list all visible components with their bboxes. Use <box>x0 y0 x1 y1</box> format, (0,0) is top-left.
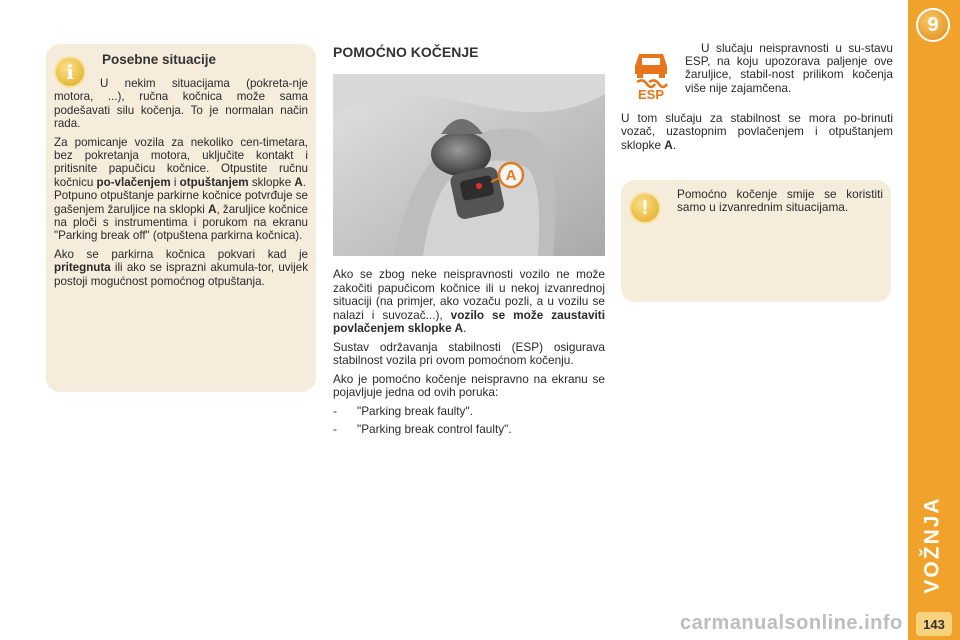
warning-box <box>621 180 891 302</box>
right-p2-end: . <box>672 137 677 152</box>
info-p2-bold-1: po-vlačenjem <box>96 175 171 189</box>
info-box <box>46 44 316 392</box>
bullet-item <box>333 405 605 419</box>
middle-column <box>333 40 605 442</box>
right-p2-text: U tom slučaju za stabilnost se mora po-brinuti vozač, uzastopnim povlačenjem i otpuštanjem sklopke <box>621 111 893 152</box>
parking-brake-switch-photo <box>333 74 605 256</box>
info-p4-text: Ako se parkirna kočnica pokvari kad je <box>54 247 308 261</box>
info-paragraph-2 <box>54 136 308 243</box>
info-icon-glyph: i <box>66 60 74 84</box>
photo-label-a: A <box>505 167 517 184</box>
console-illustration <box>333 74 605 256</box>
info-p2-text-3: sklopke <box>248 175 295 189</box>
info-p3-bold: A <box>208 202 217 216</box>
info-p2-text-4: . <box>302 175 306 189</box>
middle-p1-text: Ako se zbog neke neispravnosti vozilo ne može zakočiti papučicom kočnice ili u nekoj izvanrednoj situaciji (na primjer, ako vozaču pozli, a u vozilu se nalazi i suvozač...), <box>333 267 605 322</box>
info-paragraph-4 <box>54 248 308 288</box>
right-paragraph-1 <box>685 42 893 95</box>
warning-text: Pomoćno kočenje smije se koristiti samo u izvanrednim situacijama. <box>677 187 883 215</box>
info-title: Posebne situacije <box>102 52 217 67</box>
bullet-dash: - <box>333 422 337 436</box>
info-p4-text-2: ili ako se isprazni akumula-tor, uvijek postoji mogućnost pomoćnog otpuštanja. <box>54 261 308 288</box>
page-number: 143 <box>916 612 952 636</box>
info-p2-text: Za pomicanje vozila za nekoliko cen-timetara, bez pokretanja motora, uključite kontakt i pritisnite papučicu kočnice. Otpustite ručnu kočnicu <box>54 135 308 189</box>
bullet-text: "Parking break faulty". <box>357 403 473 418</box>
chapter-sidebar <box>908 0 960 640</box>
info-p2-bold-3: A <box>294 175 303 189</box>
section-title: POMOĆNO KOČENJE <box>333 44 479 60</box>
esp-label: ESP <box>637 87 665 100</box>
info-p3-text-2: , žaruljice kočnice na ploči s instrumentima i porukom na ekranu "Parking break off" (otpuštena parkirna kočnica). <box>54 202 309 243</box>
chapter-number-badge: 9 <box>916 8 950 42</box>
bullet-dash: - <box>333 403 337 418</box>
bullet-text: "Parking break control faulty". <box>357 422 512 436</box>
chapter-title <box>912 490 954 600</box>
bullet-item <box>333 423 605 437</box>
middle-paragraph-3: Ako je pomoćno kočenje neispravno na ekranu se pojavljuje jedna od ovih poruka: <box>333 371 605 399</box>
right-p2-bold: A <box>664 137 673 152</box>
info-p3-text: Potpuno otpuštanje parkirne kočnice potvrđuje se gašenjem žaruljice na sklopki <box>54 189 308 216</box>
right-paragraph-2 <box>621 112 893 152</box>
chapter-title-text: VOŽNJA <box>921 496 944 594</box>
info-p2-bold-2: otpuštanjem <box>179 175 249 189</box>
warning-icon-glyph: ! <box>641 196 649 219</box>
info-text <box>54 77 308 293</box>
esp-paragraph: U slučaju neispravnosti u su-stavu ESP, na koju upozorava paljenje ove žaruljice, stabil-nost prilikom kočenja više nije zajamčena. <box>685 41 893 95</box>
info-p2-text-2: i <box>170 175 180 189</box>
info-p4-bold: pritegnuta <box>54 261 111 275</box>
esp-warning-icon <box>631 48 671 100</box>
middle-p1-end: . <box>463 321 467 335</box>
middle-p1-bold: vozilo se može zaustaviti povlačenjem sklopke A <box>333 307 606 335</box>
middle-text <box>333 268 605 437</box>
watermark: carmanualsonline.info <box>680 612 903 634</box>
exclamation-icon <box>629 192 661 224</box>
middle-paragraph-2: Sustav održavanja stabilnosti (ESP) osigurava stabilnost vozila pri ovom pomoćnom kočenju. <box>333 339 605 367</box>
middle-paragraph-1 <box>333 268 605 336</box>
info-paragraph-1: U nekim situacijama (pokreta-nje motora, ...), ručna kočnica može sama podešavati silu kočenja. To je normalan način rada. <box>54 77 308 131</box>
